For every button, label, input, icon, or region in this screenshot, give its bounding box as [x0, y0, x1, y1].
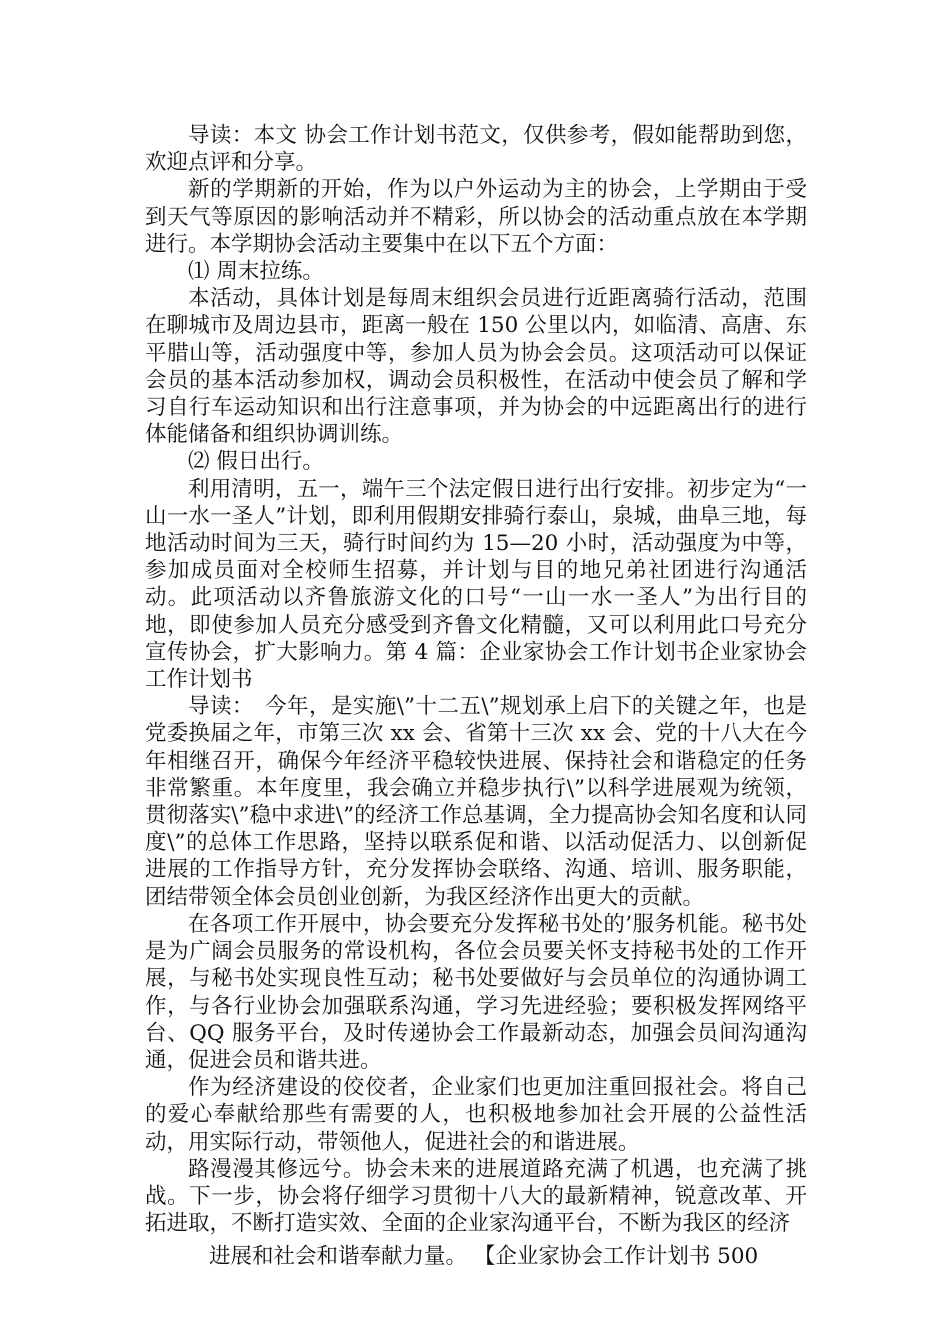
- footer-line: 进展和社会和谐奉献力量。 【企业家协会工作计划书 500: [209, 1244, 759, 1270]
- secretariat-paragraph: 在各项工作开展中，协会要充分发挥秘书处的’服务机能。秘书处是为广阔会员服务的常设机构，各位会员要关怀支持秘书处的工作开展，与秘书处实现良性互动；秘书处要做好与会员单位的沟通协调工作，与各行业协会加强联系沟通，学习先进经验；要积极发挥网络平台、QQ 服务平台，及时传递协会工作最新动态，加强会员间沟通沟通，促进会员和谐共进。: [145, 911, 807, 1073]
- entrepreneur-intro-paragraph: 导读： 今年，是实施\”十二五\”规划承上启下的关键之年，也是党委换届之年，市第三次 xx 会、省第十三次 xx 会、党的十八大在今年相继召开，确保今年经济平稳较快进展、保持社会和谐稳定的任务非常繁重。本年度里，我会确立并稳步执行\”以科学进展观为统领，贯彻落实\”稳中求进\”的经济工作总基调，全力提高协会知名度和认同度\”的总体工作思路，坚持以联系促和谐、以活动促活力、以创新促进展的工作指导方针，充分发挥协会联络、沟通、培训、服务职能，团结带领全体会员创业创新，为我区经济作出更大的贡献。: [145, 694, 807, 910]
- outlook-paragraph: 路漫漫其修远兮。协会未来的进展道路充满了机遇，也充满了挑战。下一步，协会将仔细学习贯彻十八大的最新精神，锐意改革、开拓进取，不断打造实效、全面的企业家沟通平台，不断为我区的经济: [145, 1156, 807, 1237]
- intro-paragraph: 导读：本文 协会工作计划书范文，仅供参考，假如能帮助到您，欢迎点评和分享。: [145, 123, 807, 176]
- item-1-heading: ⑴ 周末拉练。: [188, 259, 324, 285]
- holiday-trip-paragraph: 利用清明，五一，端午三个法定假日进行出行安排。初步定为“一山一水一圣人”计划，即利用假期安排骑行泰山，泉城，曲阜三地，每地活动时间为三天，骑行时间约为 15—20 小时，活动强度为中等，参加成员面对全校师生招募，并计划与目的地兄弟社团进行沟通活动。此项活动以齐鲁旅游文化的口号“一山一水一圣人”为出行目的地，即使参加人员充分感受到齐鲁文化精髓，又可以利用此口号充分宣传协会，扩大影响力。第 4 篇：企业家协会工作计划书企业家协会工作计划书: [145, 476, 807, 693]
- weekend-training-paragraph: 本活动，具体计划是每周末组织会员进行近距离骑行活动，范围在聊城市及周边县市，距离一般在 150 公里以内，如临清、高唐、东平腊山等，活动强度中等，参加人员为协会会员。这项活动可以保证会员的基本活动参加权，调动会员积极性，在活动中使会员了解和学习自行车运动知识和出行注意事项，并为协会的中远距离出行的进行体能储备和组织协调训练。: [145, 286, 807, 448]
- semester-overview-paragraph: 新的学期新的开始，作为以户外运动为主的协会，上学期由于受到天气等原因的影响活动并不精彩，所以协会的活动重点放在本学期进行。本学期协会活动主要集中在以下五个方面：: [145, 177, 807, 257]
- document-body: [145, 122, 807, 1271]
- social-return-paragraph: 作为经济建设的佼佼者，企业家们也更加注重回报社会。将自己的爱心奉献给那些有需要的人，也积极地参加社会开展的公益性活动，用实际行动，带领他人，促进社会的和谐进展。: [145, 1075, 807, 1155]
- item-2-heading: ⑵ 假日出行。: [188, 449, 324, 475]
